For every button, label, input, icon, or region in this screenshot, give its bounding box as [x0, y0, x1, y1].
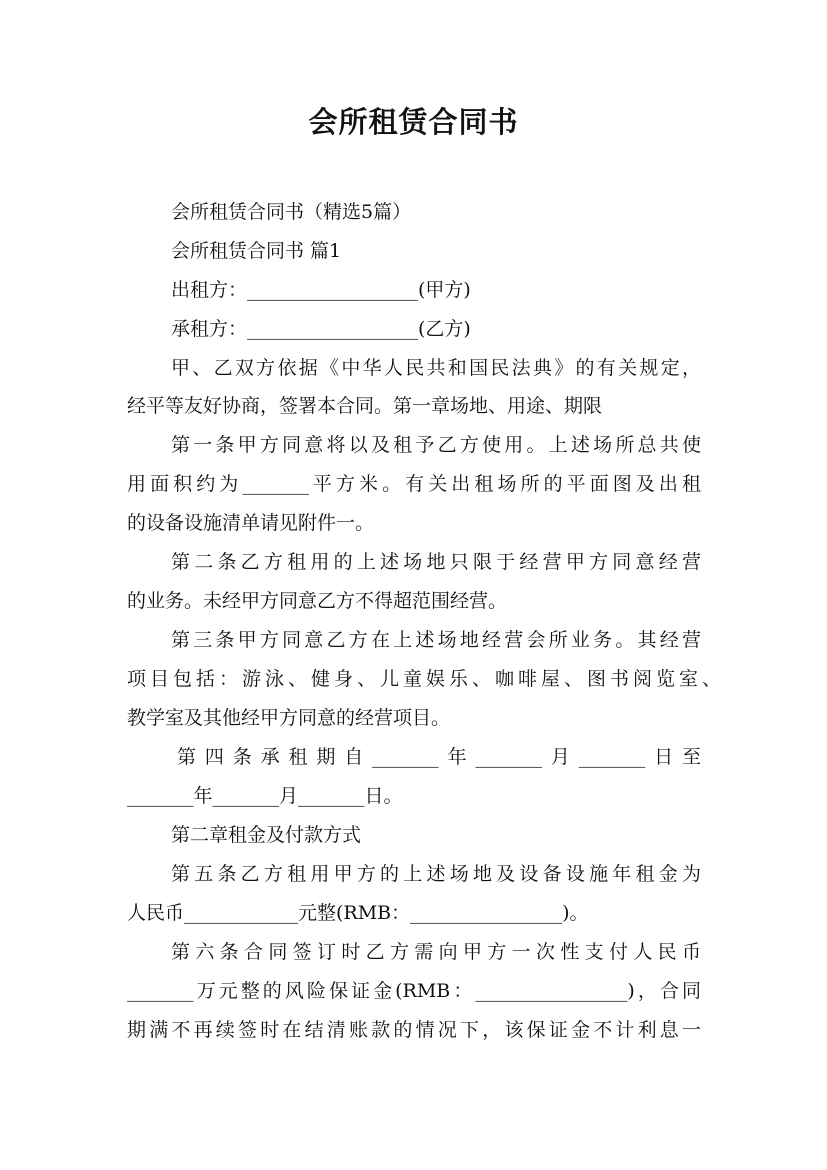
paragraph-line: 第五条乙方租用甲方的上述场地及设备设施年租金为 — [171, 863, 701, 885]
document-title: 会所租赁合同书 — [308, 105, 519, 139]
paragraph-line: 的业务。未经甲方同意乙方不得超范围经营。 — [127, 590, 508, 612]
paragraph-line: 期满不再续签时在结清账款的情况下，该保证金不计利息一 — [127, 1019, 701, 1041]
paragraph-line: 第一条甲方同意将以及租予乙方使用。上述场所总共使 — [171, 434, 701, 456]
subtitle-line: 会所租赁合同书（精选5篇） — [171, 201, 412, 223]
paragraph-line: 人民币____________元整(RMB：________________)。 — [127, 902, 589, 924]
paragraph-line: 教学室及其他经甲方同意的经营项目。 — [127, 707, 451, 729]
paragraph-line: _______年_______月_______日。 — [127, 785, 403, 807]
paragraph-line: 第二条乙方租用的上述场地只限于经营甲方同意经营 — [171, 551, 701, 573]
lessee-line: 承租方：__________________(乙方) — [171, 318, 471, 340]
paragraph-line: 第六条合同签订时乙方需向甲方一次性支付人民币 — [171, 941, 701, 963]
paragraph-line: 第三条甲方同意乙方在上述场地经营会所业务。其经营 — [171, 629, 701, 651]
paragraph-line: 的设备设施清单请见附件一。 — [127, 512, 375, 534]
paragraph-line: 第四条承租期自_______年_______月_______日至 — [177, 746, 701, 768]
paragraph-line: 经平等友好协商，签署本合同。第一章场地、用途、期限 — [127, 395, 603, 417]
chapter-heading: 第二章租金及付款方式 — [171, 824, 362, 846]
paragraph-line: 项目包括：游泳、健身、儿童娱乐、咖啡屋、图书阅览室、 — [127, 668, 721, 690]
paragraph-line: _______万元整的风险保证金(RMB：________________)，合同 — [127, 980, 701, 1002]
paragraph-line: 用面积约为_______平方米。有关出租场所的平面图及出租 — [127, 473, 701, 495]
lessor-line: 出租方：__________________(甲方) — [171, 279, 471, 301]
paragraph-line: 甲、乙双方依据《中华人民共和国民法典》的有关规定， — [171, 357, 701, 379]
section-heading: 会所租赁合同书 篇1 — [171, 240, 342, 262]
